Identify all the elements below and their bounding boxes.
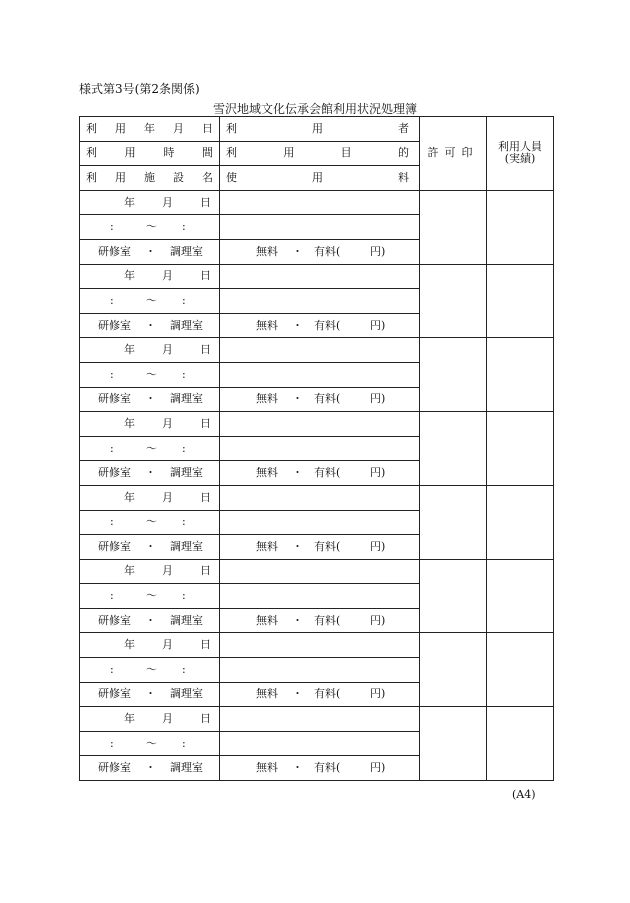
document-title: 雪沢地域文化伝承会館利用状況処理簿 — [212, 102, 417, 116]
entry-date-line: 年 月 日 — [124, 712, 211, 726]
usage-ledger-table — [79, 116, 554, 781]
entry-date-line: 年 月 日 — [124, 564, 211, 578]
entry-facility-line: 研修室 ・ 調理室 — [98, 539, 203, 553]
entry-attendance-cell — [487, 338, 554, 412]
entry-permit-cell — [420, 633, 487, 707]
entry-time-line: : 〜 : — [110, 662, 186, 676]
entry-purpose-cell — [220, 215, 420, 240]
header-fee-label: 使 用 料 — [226, 170, 409, 184]
entry-attendance-cell — [487, 559, 554, 633]
entry-fee-line: 無料 ・ 有料( 円) — [256, 687, 386, 701]
entry-permit-cell — [420, 338, 487, 412]
entry-user-cell — [220, 338, 420, 363]
entry-date-line: 年 月 日 — [124, 195, 211, 209]
header-facility-label: 利 用 施 設 名 — [86, 170, 213, 184]
entry-time-line: : 〜 : — [110, 293, 186, 307]
entry-user-cell — [220, 559, 420, 584]
entry-time-line: : 〜 : — [110, 220, 186, 234]
entry-attendance-cell — [487, 412, 554, 486]
entry-permit-cell — [420, 190, 487, 264]
header-time-label: 利 用 時 間 — [86, 146, 213, 160]
entry-fee-line: 無料 ・ 有料( 円) — [256, 761, 386, 775]
form-number: 様式第3号(第2条関係) — [79, 82, 200, 96]
entry-fee-line: 無料 ・ 有料( 円) — [256, 613, 386, 627]
entry-user-cell — [220, 707, 420, 732]
entry-facility-line: 研修室 ・ 調理室 — [98, 613, 203, 627]
header-attendance: 利用人員 (実績) — [487, 117, 554, 191]
entry-date-line: 年 月 日 — [124, 416, 211, 430]
entry-permit-cell — [420, 264, 487, 338]
header-permit-stamp: 許可印 — [420, 117, 487, 191]
entry-facility-line: 研修室 ・ 調理室 — [98, 466, 203, 480]
entry-time-line: : 〜 : — [110, 515, 186, 529]
entry-fee-line: 無料 ・ 有料( 円) — [256, 466, 386, 480]
entry-user-cell — [220, 485, 420, 510]
entry-time-line: : 〜 : — [110, 589, 186, 603]
header-user-label: 利 用 者 — [226, 121, 409, 135]
entry-purpose-cell — [220, 362, 420, 387]
entry-purpose-cell — [220, 436, 420, 461]
entry-user-cell — [220, 264, 420, 289]
entry-facility-line: 研修室 ・ 調理室 — [98, 687, 203, 701]
entry-purpose-cell — [220, 289, 420, 314]
entry-facility-line: 研修室 ・ 調理室 — [98, 392, 203, 406]
entry-facility-line: 研修室 ・ 調理室 — [98, 318, 203, 332]
entry-date-line: 年 月 日 — [124, 490, 211, 504]
entry-fee-line: 無料 ・ 有料( 円) — [256, 318, 386, 332]
entry-facility-line: 研修室 ・ 調理室 — [98, 244, 203, 258]
entry-date-line: 年 月 日 — [124, 269, 211, 283]
entry-rows — [80, 190, 554, 780]
entry-attendance-cell — [487, 190, 554, 264]
entry-user-cell — [220, 412, 420, 437]
entry-user-cell — [220, 633, 420, 658]
entry-permit-cell — [420, 485, 487, 559]
entry-purpose-cell — [220, 584, 420, 609]
entry-fee-line: 無料 ・ 有料( 円) — [256, 392, 386, 406]
header-date-label: 利 用 年 月 日 — [86, 121, 213, 135]
entry-purpose-cell — [220, 658, 420, 683]
entry-attendance-cell — [487, 707, 554, 781]
entry-time-line: : 〜 : — [110, 736, 186, 750]
entry-permit-cell — [420, 707, 487, 781]
entry-permit-cell — [420, 559, 487, 633]
entry-purpose-cell — [220, 510, 420, 535]
entry-purpose-cell — [220, 731, 420, 756]
entry-time-line: : 〜 : — [110, 367, 186, 381]
entry-attendance-cell — [487, 485, 554, 559]
entry-attendance-cell — [487, 264, 554, 338]
entry-permit-cell — [420, 412, 487, 486]
entry-date-line: 年 月 日 — [124, 343, 211, 357]
entry-attendance-cell — [487, 633, 554, 707]
entry-fee-line: 無料 ・ 有料( 円) — [256, 539, 386, 553]
entry-fee-line: 無料 ・ 有料( 円) — [256, 244, 386, 258]
entry-user-cell — [220, 190, 420, 215]
entry-date-line: 年 月 日 — [124, 638, 211, 652]
entry-time-line: : 〜 : — [110, 441, 186, 455]
paper-size-label: (A4) — [512, 788, 536, 801]
header-purpose-label: 利 用 目 的 — [226, 146, 409, 160]
entry-facility-line: 研修室 ・ 調理室 — [98, 761, 203, 775]
